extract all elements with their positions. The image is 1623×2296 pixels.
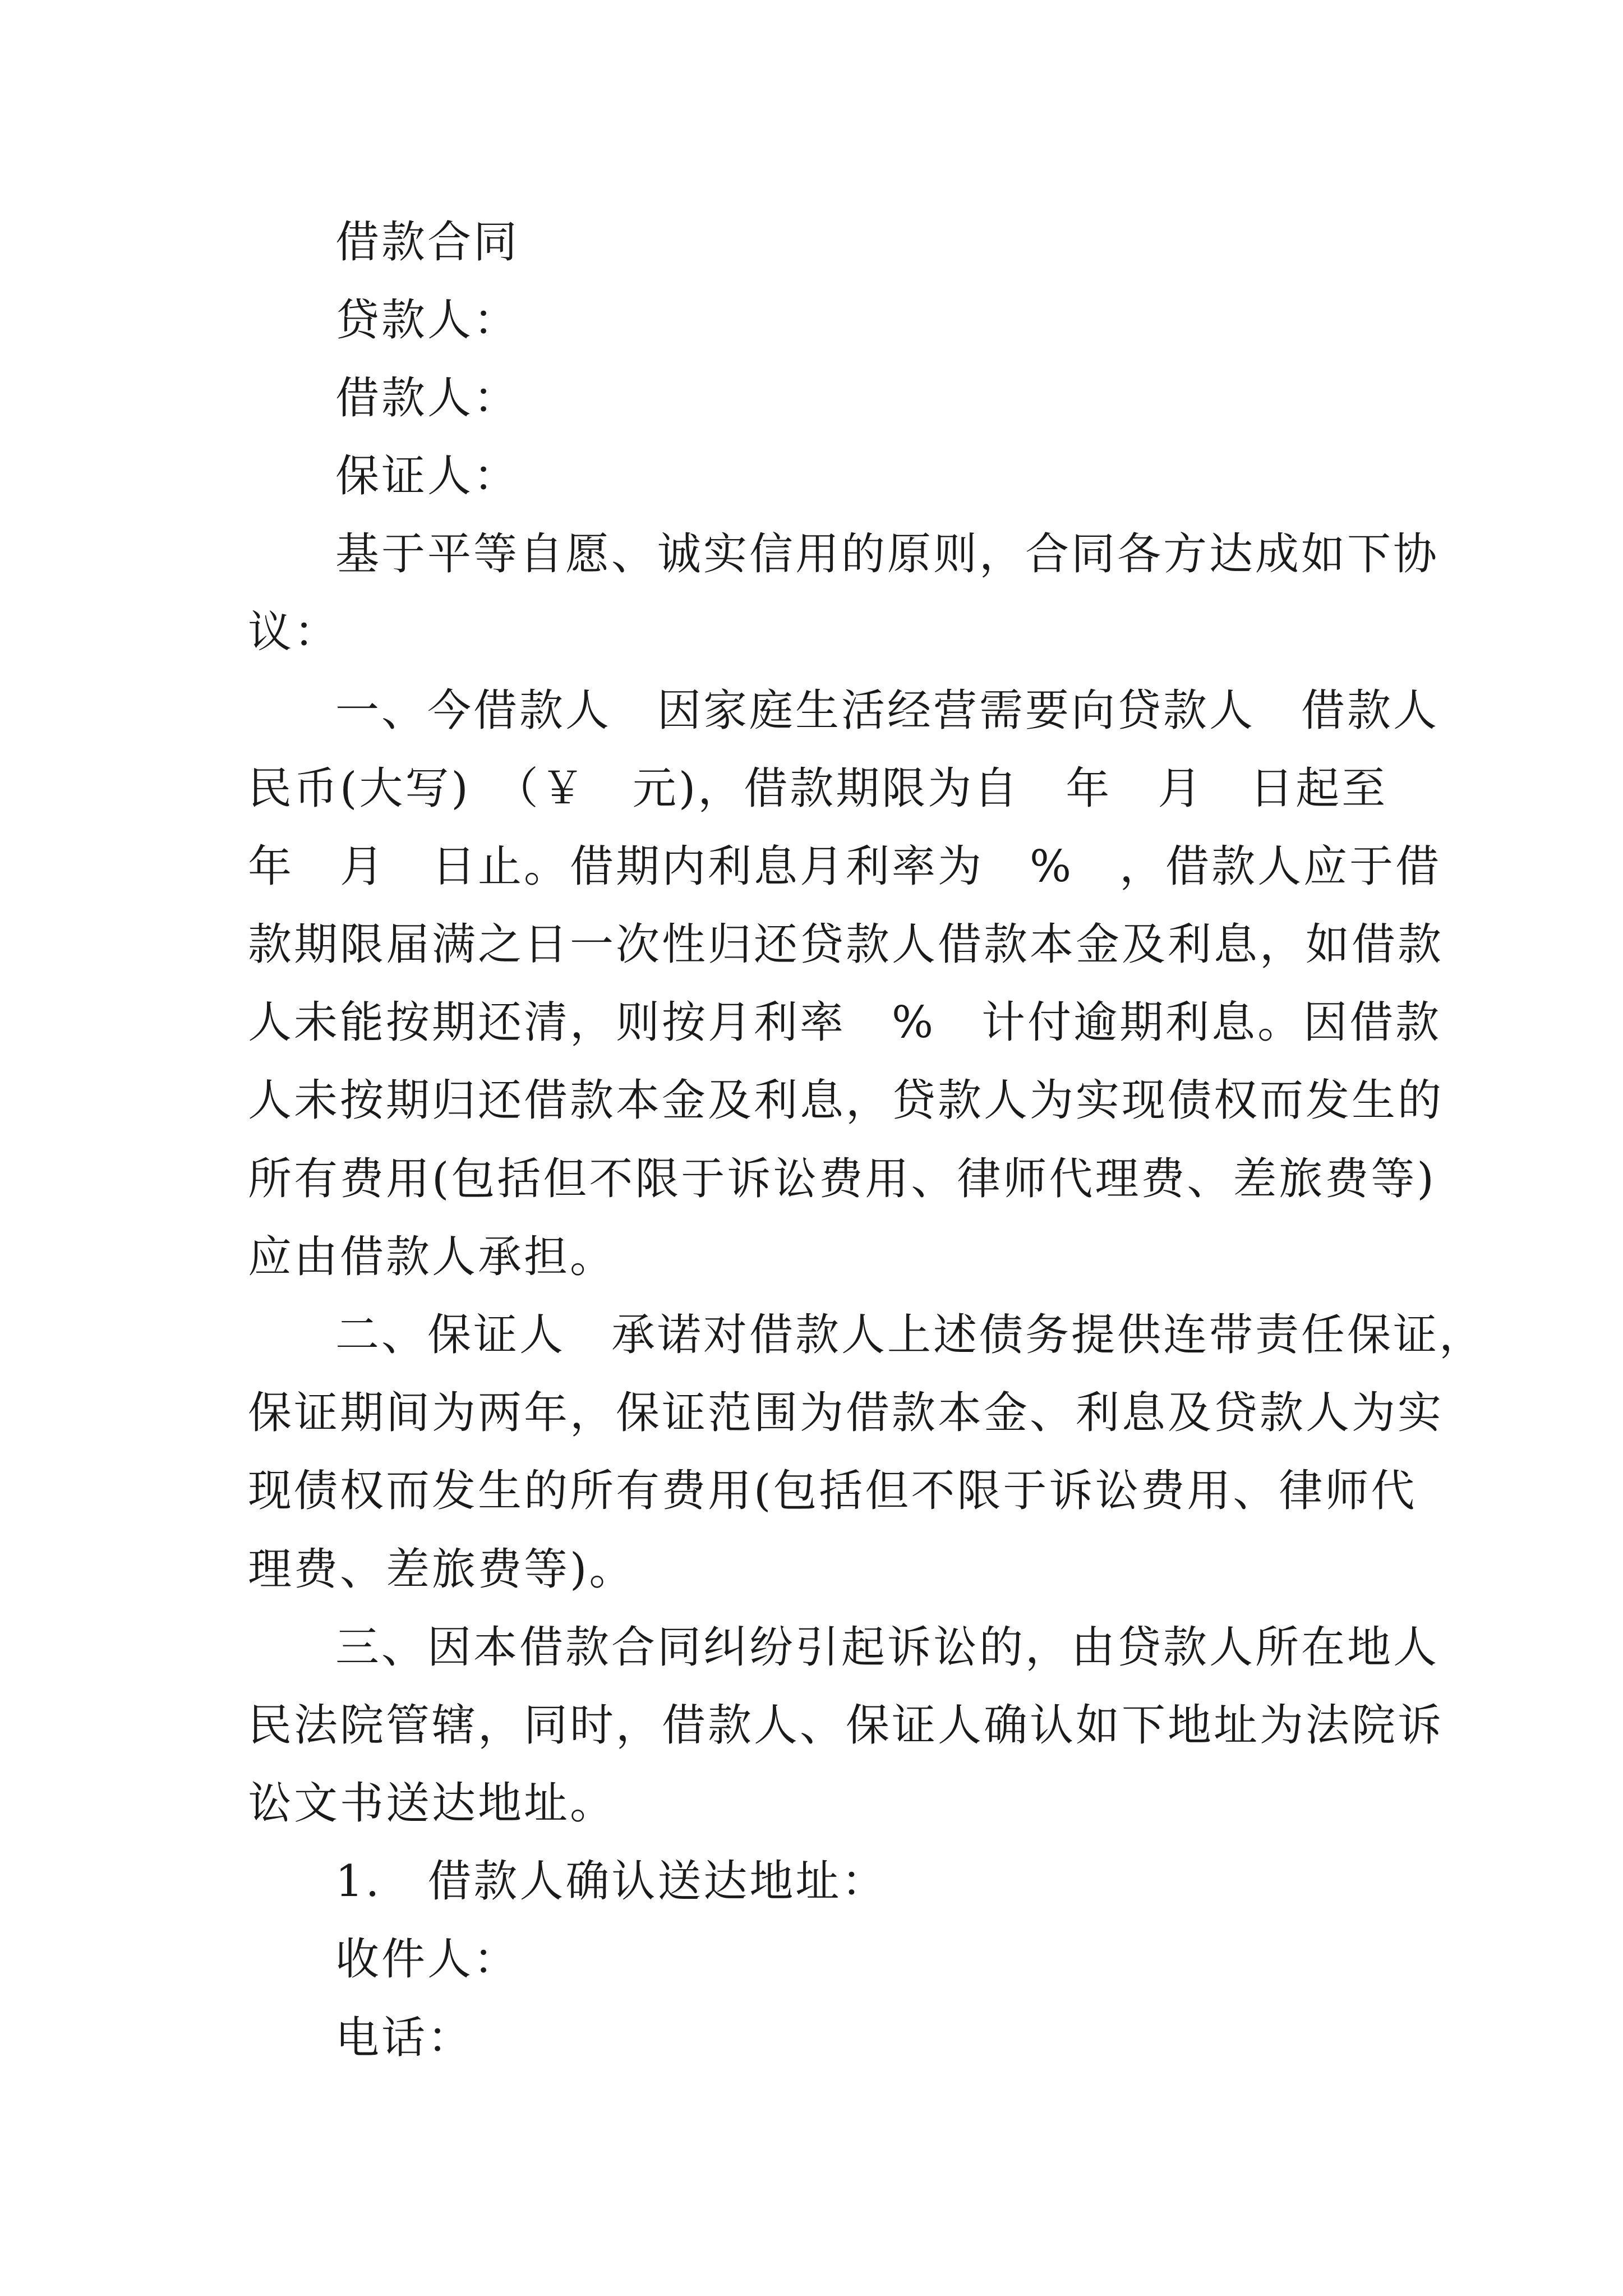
- clause-3-line: 民法院管辖，同时，借款人、保证人确认如下地址为法院诉: [248, 1700, 1444, 1751]
- clause-1-line: 所有费用(包括但不限于诉讼费用、律师代理费、差旅费等): [248, 1154, 1436, 1204]
- clause-2-line: 理费、差旅费等)。: [248, 1544, 635, 1595]
- clause-1-line: 年 月 日止。借期内利息月利率为 % ，借款人应于借: [248, 841, 1442, 892]
- clause-3-line: 三、因本借款合同纠纷引起诉讼的，由贷款人所在地人: [335, 1622, 1440, 1673]
- borrower-label: 借款人：: [335, 373, 520, 424]
- clause-2-line: 保证期间为两年，保证范围为借款本金、利息及贷款人为实: [248, 1388, 1444, 1438]
- preamble-line: 议：: [248, 607, 340, 657]
- recipient-label: 收件人：: [335, 1934, 520, 1985]
- clause-2-line: 现债权而发生的所有费用(包括但不限于诉讼费用、律师代: [248, 1466, 1417, 1516]
- clause-1-line: 民币(大写) （￥ 元)，借款期限为自 年 月 日起至: [248, 763, 1388, 814]
- document-title: 借款合同: [335, 217, 520, 268]
- guarantor-label: 保证人：: [335, 451, 520, 501]
- item-1-label: 1. 借款人确认送达地址：: [335, 1856, 888, 1907]
- clause-1-line: 人未按期归还借款本金及利息，贷款人为实现债权而发生的: [248, 1075, 1444, 1126]
- lender-label: 贷款人：: [335, 295, 520, 346]
- clause-1-line: 应由借款人承担。: [248, 1232, 616, 1282]
- clause-1-line: 款期限届满之日一次性归还贷款人借款本金及利息，如借款: [248, 919, 1444, 970]
- clause-1-line: 一、今借款人 因家庭生活经营需要向贷款人 借款人: [335, 685, 1440, 736]
- clause-1-line: 人未能按期还清，则按月利率 % 计付逾期利息。因借款: [248, 997, 1442, 1048]
- clause-2-line: 二、保证人 承诺对借款人上述债务提供连带责任保证，: [335, 1310, 1486, 1360]
- clause-3-line: 讼文书送达地址。: [248, 1778, 616, 1829]
- preamble-line: 基于平等自愿、诚实信用的原则，合同各方达成如下协: [335, 529, 1440, 579]
- phone-label: 电话：: [335, 2013, 474, 2063]
